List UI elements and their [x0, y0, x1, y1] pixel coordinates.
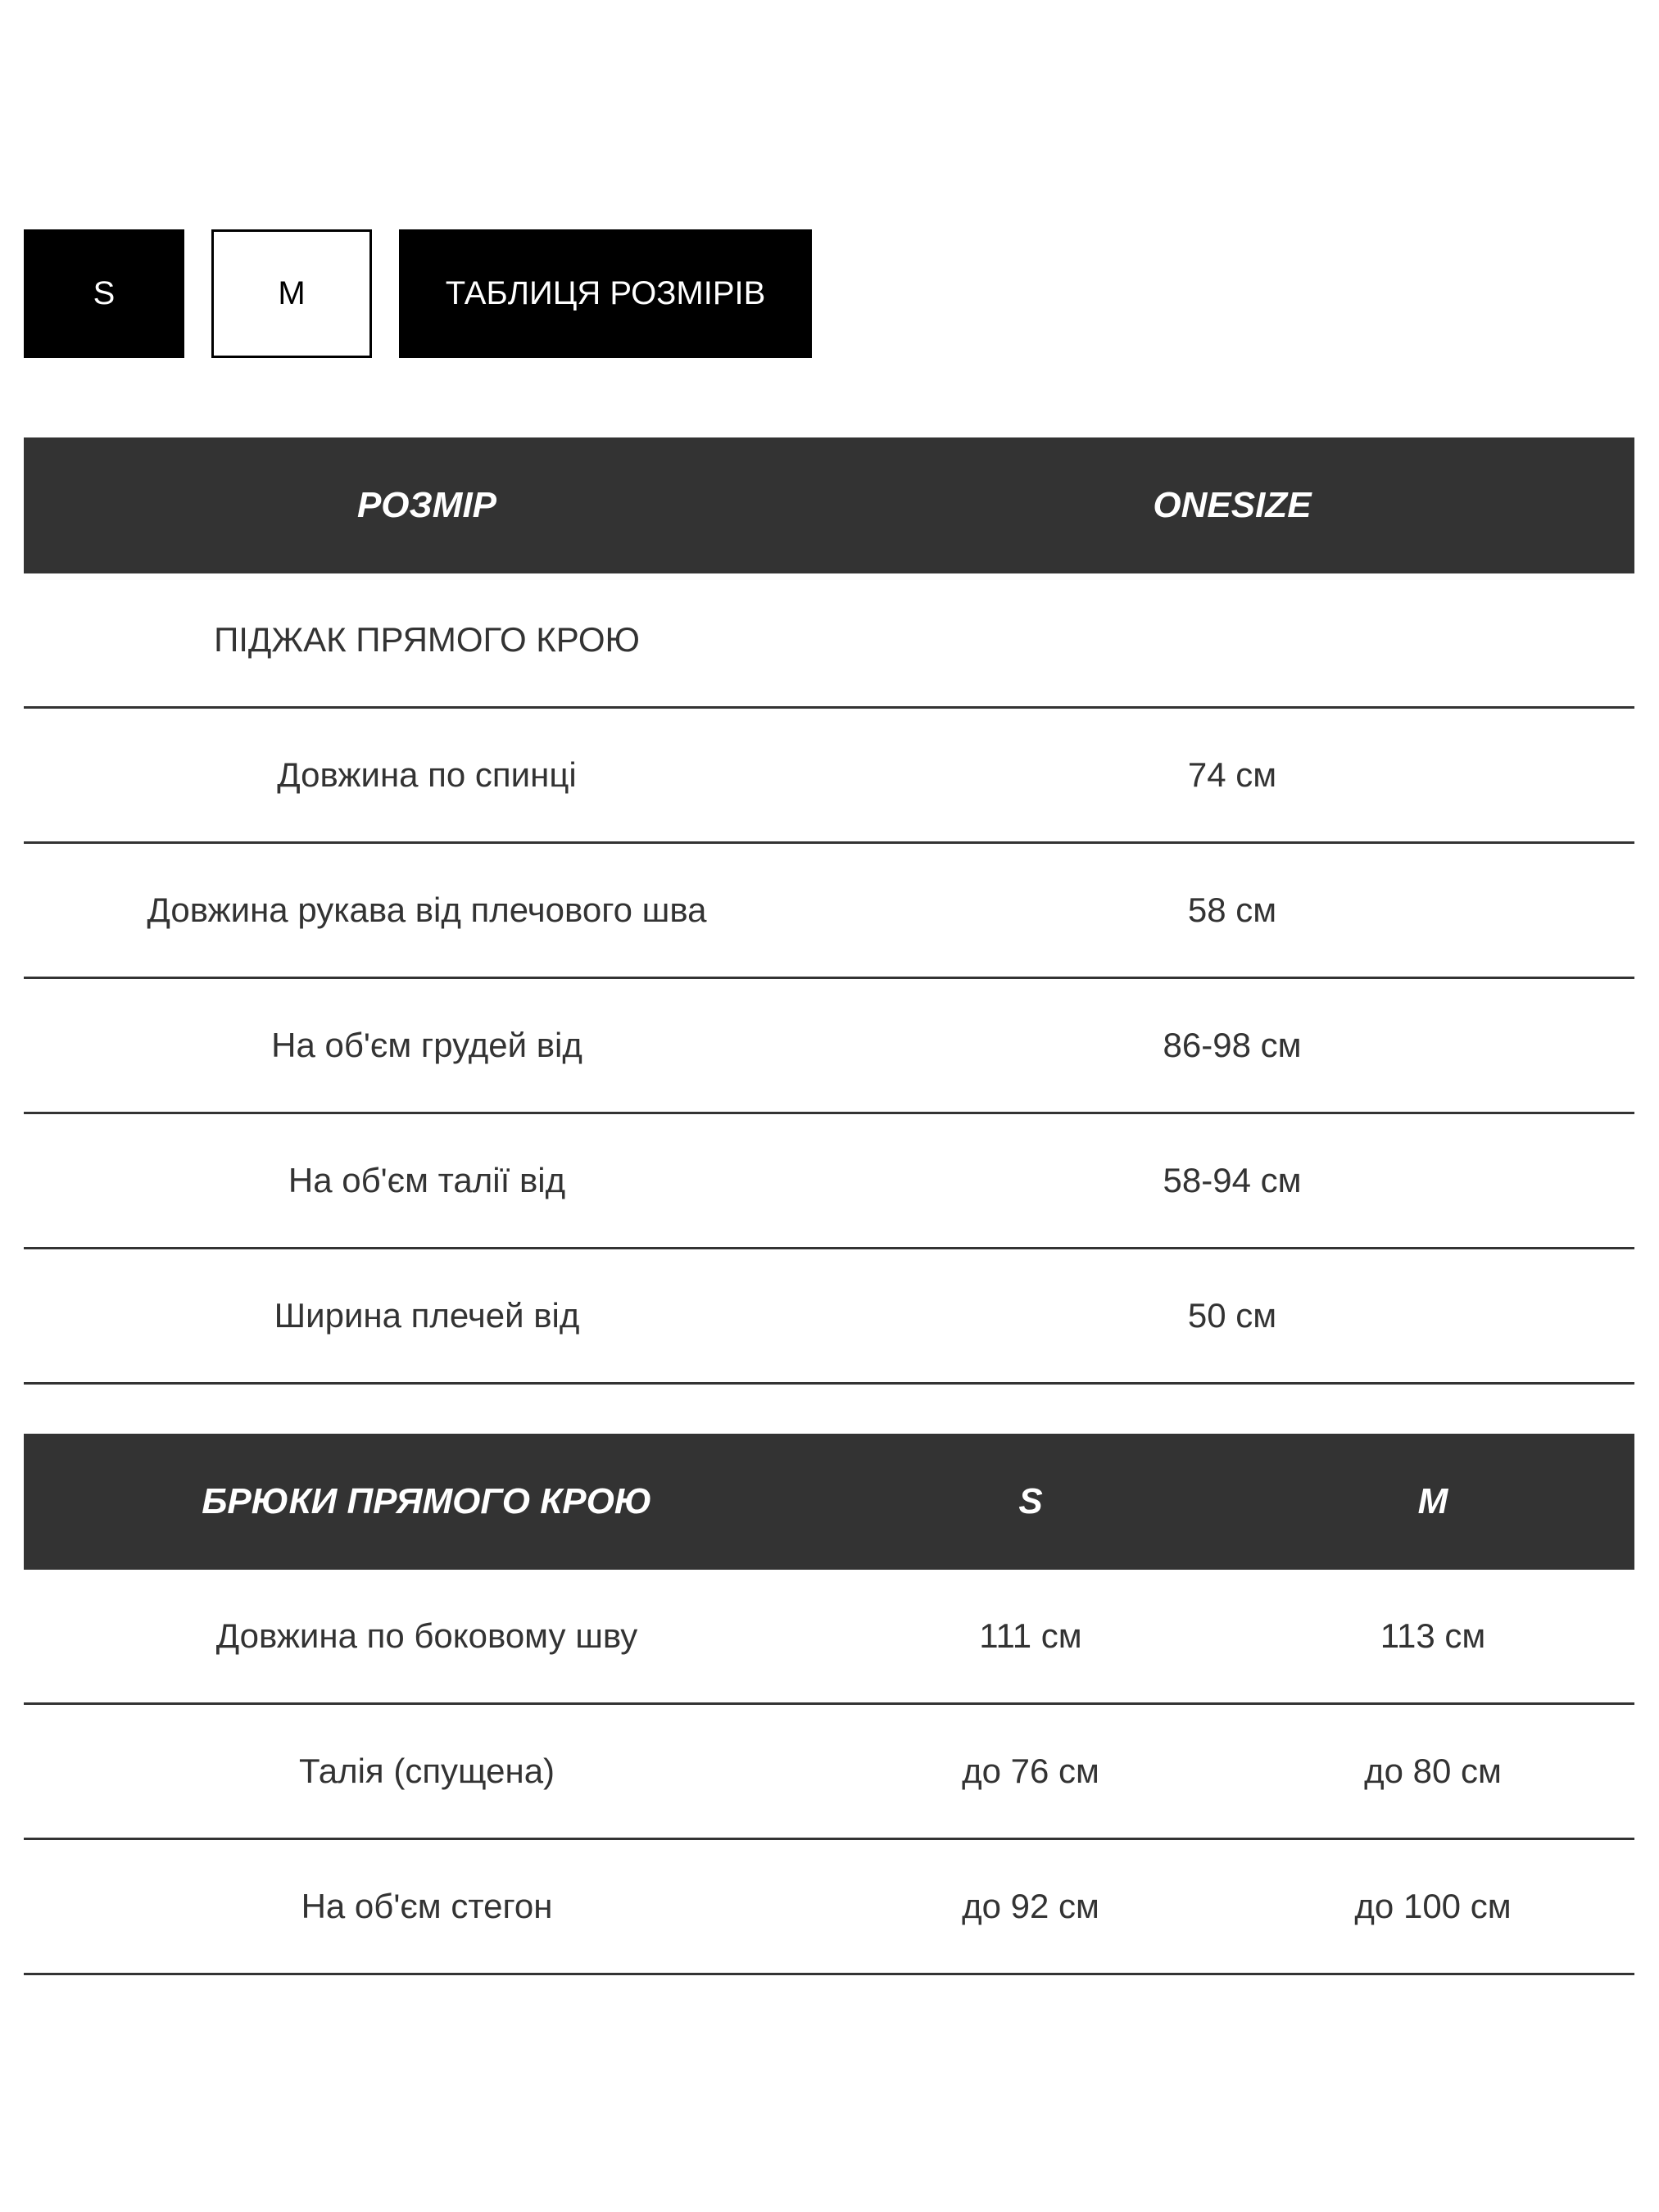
- table-row: [24, 1839, 1634, 1974]
- table-row: [24, 1570, 1634, 1704]
- header-onesize: ONESIZE: [830, 437, 1634, 573]
- row-value: 50 см: [830, 1249, 1634, 1384]
- table-row: [24, 1704, 1634, 1839]
- table-row: [24, 1113, 1634, 1249]
- size-selector: [24, 229, 812, 358]
- row-value-m: до 100 см: [1231, 1839, 1634, 1974]
- row-label: Довжина рукава від плечового шва: [24, 843, 830, 978]
- header-size-m: M: [1231, 1434, 1634, 1570]
- row-label: Ширина плечей від: [24, 1249, 830, 1384]
- row-label: На об'єм грудей від: [24, 978, 830, 1113]
- row-value-s: до 92 см: [830, 1839, 1231, 1974]
- table-row: [24, 708, 1634, 843]
- row-value: [830, 573, 1634, 708]
- size-chart-button[interactable]: ТАБЛИЦЯ РОЗМІРІВ: [399, 229, 812, 358]
- row-value: 74 см: [830, 708, 1634, 843]
- row-value: 58 см: [830, 843, 1634, 978]
- table-header-row: [24, 437, 1634, 573]
- row-label: Талія (спущена): [24, 1704, 830, 1839]
- table-row: [24, 1249, 1634, 1384]
- row-value: 86-98 см: [830, 978, 1634, 1113]
- row-value: 58-94 см: [830, 1113, 1634, 1249]
- row-label: Довжина по спинці: [24, 708, 830, 843]
- size-option-s[interactable]: S: [24, 229, 184, 358]
- table-header-row: [24, 1434, 1634, 1570]
- table-row: [24, 978, 1634, 1113]
- row-value-m: 113 см: [1231, 1570, 1634, 1704]
- size-option-m[interactable]: M: [211, 229, 372, 358]
- table-row: [24, 573, 1634, 708]
- header-size-s: S: [830, 1434, 1231, 1570]
- row-value-m: до 80 см: [1231, 1704, 1634, 1839]
- jacket-size-table: [24, 437, 1634, 1385]
- row-value-s: до 76 см: [830, 1704, 1231, 1839]
- row-value-s: 111 см: [830, 1570, 1231, 1704]
- table-row: [24, 843, 1634, 978]
- row-label: ПІДЖАК ПРЯМОГО КРОЮ: [24, 573, 830, 708]
- pants-size-table: [24, 1434, 1634, 1975]
- header-size: РОЗМІР: [24, 437, 830, 573]
- row-label: Довжина по боковому шву: [24, 1570, 830, 1704]
- header-pants: БРЮКИ ПРЯМОГО КРОЮ: [24, 1434, 830, 1570]
- row-label: На об'єм стегон: [24, 1839, 830, 1974]
- row-label: На об'єм талії від: [24, 1113, 830, 1249]
